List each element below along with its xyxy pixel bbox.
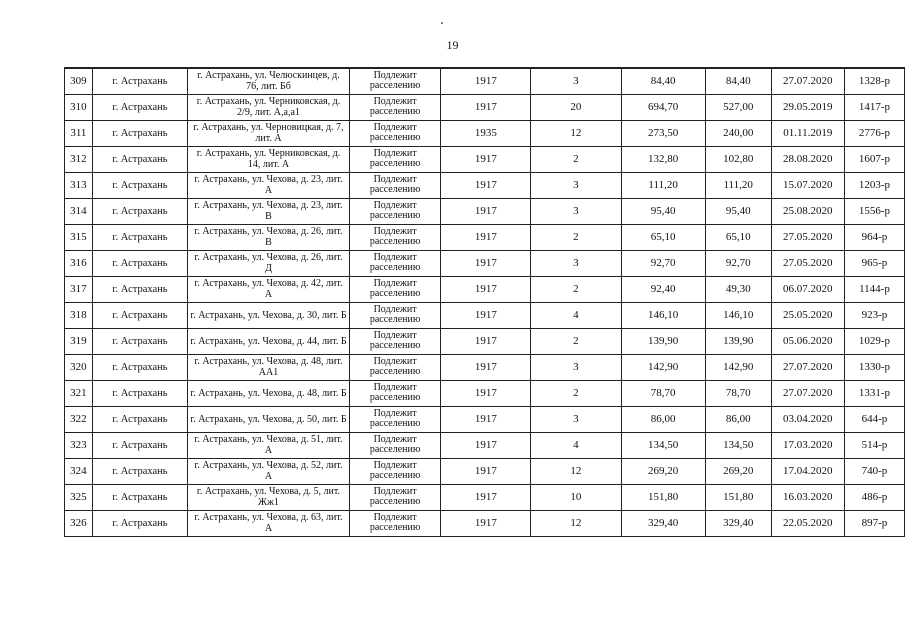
table-row <box>65 432 905 458</box>
year-cell: 1917 <box>441 198 531 224</box>
city-cell: г. Астрахань <box>92 120 187 146</box>
residents-cell: 3 <box>531 68 621 94</box>
table-row <box>65 172 905 198</box>
year-cell: 1917 <box>441 224 531 250</box>
total-area-cell: 84,40 <box>621 68 705 94</box>
table-row <box>65 354 905 380</box>
address-cell: г. Астрахань, ул. Чехова, д. 52, лит. А <box>188 458 350 484</box>
status-cell: Подлежит расселению <box>349 406 441 432</box>
year-cell: 1917 <box>441 510 531 536</box>
city-cell: г. Астрахань <box>92 510 187 536</box>
date-cell: 17.03.2020 <box>771 432 844 458</box>
row-number-cell: 320 <box>65 354 93 380</box>
total-area-cell: 111,20 <box>621 172 705 198</box>
address-cell: г. Астрахань, ул. Чехова, д. 50, лит. Б <box>188 406 350 432</box>
living-area-cell: 86,00 <box>705 406 771 432</box>
living-area-cell: 329,40 <box>705 510 771 536</box>
document-number-cell: 1330-р <box>844 354 904 380</box>
living-area-cell: 151,80 <box>705 484 771 510</box>
row-number-cell: 319 <box>65 328 93 354</box>
total-area-cell: 92,70 <box>621 250 705 276</box>
living-area-cell: 95,40 <box>705 198 771 224</box>
residents-cell: 2 <box>531 380 621 406</box>
total-area-cell: 694,70 <box>621 94 705 120</box>
status-cell: Подлежит расселению <box>349 354 441 380</box>
row-number-cell: 309 <box>65 68 93 94</box>
table-row <box>65 68 905 94</box>
date-cell: 16.03.2020 <box>771 484 844 510</box>
document-number-cell: 1203-р <box>844 172 904 198</box>
total-area-cell: 132,80 <box>621 146 705 172</box>
address-cell: г. Астрахань, ул. Чехова, д. 42, лит. А <box>188 276 350 302</box>
document-number-cell: 1144-р <box>844 276 904 302</box>
table-row <box>65 120 905 146</box>
city-cell: г. Астрахань <box>92 198 187 224</box>
residents-cell: 4 <box>531 302 621 328</box>
year-cell: 1935 <box>441 120 531 146</box>
status-cell: Подлежит расселению <box>349 484 441 510</box>
address-cell: г. Астрахань, ул. Черновицкая, д. 7, лит. А <box>188 120 350 146</box>
status-cell: Подлежит расселению <box>349 120 441 146</box>
city-cell: г. Астрахань <box>92 302 187 328</box>
status-cell: Подлежит расселению <box>349 68 441 94</box>
row-number-cell: 324 <box>65 458 93 484</box>
city-cell: г. Астрахань <box>92 458 187 484</box>
total-area-cell: 92,40 <box>621 276 705 302</box>
document-number-cell: 897-р <box>844 510 904 536</box>
row-number-cell: 316 <box>65 250 93 276</box>
row-number-cell: 325 <box>65 484 93 510</box>
status-cell: Подлежит расселению <box>349 458 441 484</box>
date-cell: 25.08.2020 <box>771 198 844 224</box>
total-area-cell: 65,10 <box>621 224 705 250</box>
date-cell: 28.08.2020 <box>771 146 844 172</box>
city-cell: г. Астрахань <box>92 94 187 120</box>
document-number-cell: 1607-р <box>844 146 904 172</box>
living-area-cell: 527,00 <box>705 94 771 120</box>
living-area-cell: 49,30 <box>705 276 771 302</box>
residents-cell: 3 <box>531 198 621 224</box>
table-row <box>65 250 905 276</box>
document-number-cell: 1328-р <box>844 68 904 94</box>
year-cell: 1917 <box>441 458 531 484</box>
address-cell: г. Астрахань, ул. Чехова, д. 48, лит. АА1 <box>188 354 350 380</box>
row-number-cell: 310 <box>65 94 93 120</box>
residents-cell: 3 <box>531 406 621 432</box>
living-area-cell: 146,10 <box>705 302 771 328</box>
year-cell: 1917 <box>441 380 531 406</box>
total-area-cell: 146,10 <box>621 302 705 328</box>
year-cell: 1917 <box>441 484 531 510</box>
document-number-cell: 1029-р <box>844 328 904 354</box>
status-cell: Подлежит расселению <box>349 432 441 458</box>
year-cell: 1917 <box>441 250 531 276</box>
row-number-cell: 315 <box>65 224 93 250</box>
scan-speck <box>441 22 443 24</box>
status-cell: Подлежит расселению <box>349 380 441 406</box>
status-cell: Подлежит расселению <box>349 328 441 354</box>
total-area-cell: 86,00 <box>621 406 705 432</box>
total-area-cell: 273,50 <box>621 120 705 146</box>
living-area-cell: 142,90 <box>705 354 771 380</box>
year-cell: 1917 <box>441 146 531 172</box>
city-cell: г. Астрахань <box>92 380 187 406</box>
address-cell: г. Астрахань, ул. Чехова, д. 23, лит. А <box>188 172 350 198</box>
row-number-cell: 313 <box>65 172 93 198</box>
row-number-cell: 322 <box>65 406 93 432</box>
address-cell: г. Астрахань, ул. Чехова, д. 5, лит. Жж1 <box>188 484 350 510</box>
city-cell: г. Астрахань <box>92 250 187 276</box>
living-area-cell: 84,40 <box>705 68 771 94</box>
status-cell: Подлежит расселению <box>349 224 441 250</box>
table-row <box>65 224 905 250</box>
date-cell: 15.07.2020 <box>771 172 844 198</box>
year-cell: 1917 <box>441 354 531 380</box>
address-cell: г. Астрахань, ул. Чехова, д. 48, лит. Б <box>188 380 350 406</box>
table-row <box>65 328 905 354</box>
row-number-cell: 312 <box>65 146 93 172</box>
residents-cell: 2 <box>531 224 621 250</box>
city-cell: г. Астрахань <box>92 484 187 510</box>
date-cell: 22.05.2020 <box>771 510 844 536</box>
year-cell: 1917 <box>441 172 531 198</box>
status-cell: Подлежит расселению <box>349 302 441 328</box>
city-cell: г. Астрахань <box>92 406 187 432</box>
date-cell: 27.07.2020 <box>771 354 844 380</box>
living-area-cell: 111,20 <box>705 172 771 198</box>
date-cell: 27.05.2020 <box>771 250 844 276</box>
total-area-cell: 142,90 <box>621 354 705 380</box>
residents-cell: 2 <box>531 328 621 354</box>
date-cell: 27.07.2020 <box>771 68 844 94</box>
total-area-cell: 95,40 <box>621 198 705 224</box>
living-area-cell: 269,20 <box>705 458 771 484</box>
status-cell: Подлежит расселению <box>349 94 441 120</box>
living-area-cell: 240,00 <box>705 120 771 146</box>
address-cell: г. Астрахань, ул. Чехова, д. 26, лит. Д <box>188 250 350 276</box>
city-cell: г. Астрахань <box>92 172 187 198</box>
document-number-cell: 965-р <box>844 250 904 276</box>
document-number-cell: 514-р <box>844 432 904 458</box>
address-cell: г. Астрахань, ул. Черниковская, д. 14, лит. А <box>188 146 350 172</box>
residents-cell: 3 <box>531 250 621 276</box>
table-row <box>65 94 905 120</box>
city-cell: г. Астрахань <box>92 328 187 354</box>
date-cell: 05.06.2020 <box>771 328 844 354</box>
address-cell: г. Астрахань, ул. Черниковская, д. 2/9, лит. А,а,а1 <box>188 94 350 120</box>
document-number-cell: 740-р <box>844 458 904 484</box>
date-cell: 17.04.2020 <box>771 458 844 484</box>
city-cell: г. Астрахань <box>92 432 187 458</box>
status-cell: Подлежит расселению <box>349 510 441 536</box>
year-cell: 1917 <box>441 302 531 328</box>
total-area-cell: 329,40 <box>621 510 705 536</box>
table-row <box>65 510 905 536</box>
status-cell: Подлежит расселению <box>349 146 441 172</box>
row-number-cell: 317 <box>65 276 93 302</box>
address-cell: г. Астрахань, ул. Чехова, д. 30, лит. Б <box>188 302 350 328</box>
document-number-cell: 923-р <box>844 302 904 328</box>
year-cell: 1917 <box>441 406 531 432</box>
date-cell: 27.05.2020 <box>771 224 844 250</box>
year-cell: 1917 <box>441 276 531 302</box>
table-row <box>65 406 905 432</box>
address-cell: г. Астрахань, ул. Чехова, д. 51, лит. А <box>188 432 350 458</box>
residents-cell: 12 <box>531 510 621 536</box>
row-number-cell: 311 <box>65 120 93 146</box>
address-cell: г. Астрахань, ул. Чехова, д. 44, лит. Б <box>188 328 350 354</box>
status-cell: Подлежит расселению <box>349 198 441 224</box>
year-cell: 1917 <box>441 68 531 94</box>
page-number: 19 <box>446 38 459 52</box>
date-cell: 29.05.2019 <box>771 94 844 120</box>
total-area-cell: 78,70 <box>621 380 705 406</box>
residents-cell: 10 <box>531 484 621 510</box>
address-cell: г. Астрахань, ул. Челюскинцев, д. 76, лит. Бб <box>188 68 350 94</box>
document-number-cell: 964-р <box>844 224 904 250</box>
year-cell: 1917 <box>441 94 531 120</box>
row-number-cell: 326 <box>65 510 93 536</box>
living-area-cell: 102,80 <box>705 146 771 172</box>
city-cell: г. Астрахань <box>92 224 187 250</box>
city-cell: г. Астрахань <box>92 276 187 302</box>
status-cell: Подлежит расселению <box>349 250 441 276</box>
housing-registry-table <box>64 67 905 537</box>
date-cell: 06.07.2020 <box>771 276 844 302</box>
document-number-cell: 644-р <box>844 406 904 432</box>
residents-cell: 3 <box>531 354 621 380</box>
residents-cell: 12 <box>531 120 621 146</box>
status-cell: Подлежит расселению <box>349 276 441 302</box>
document-number-cell: 2776-р <box>844 120 904 146</box>
table-row <box>65 484 905 510</box>
document-number-cell: 1331-р <box>844 380 904 406</box>
row-number-cell: 314 <box>65 198 93 224</box>
city-cell: г. Астрахань <box>92 146 187 172</box>
residents-cell: 20 <box>531 94 621 120</box>
address-cell: г. Астрахань, ул. Чехова, д. 23, лит. В <box>188 198 350 224</box>
table-row <box>65 302 905 328</box>
total-area-cell: 269,20 <box>621 458 705 484</box>
address-cell: г. Астрахань, ул. Чехова, д. 63, лит. А <box>188 510 350 536</box>
address-cell: г. Астрахань, ул. Чехова, д. 26, лит. В <box>188 224 350 250</box>
table-row <box>65 458 905 484</box>
residents-cell: 3 <box>531 172 621 198</box>
status-cell: Подлежит расселению <box>349 172 441 198</box>
total-area-cell: 139,90 <box>621 328 705 354</box>
year-cell: 1917 <box>441 328 531 354</box>
year-cell: 1917 <box>441 432 531 458</box>
residents-cell: 12 <box>531 458 621 484</box>
date-cell: 27.07.2020 <box>771 380 844 406</box>
table-row <box>65 380 905 406</box>
living-area-cell: 92,70 <box>705 250 771 276</box>
residents-cell: 4 <box>531 432 621 458</box>
table-body <box>65 68 905 536</box>
residents-cell: 2 <box>531 146 621 172</box>
document-number-cell: 1417-р <box>844 94 904 120</box>
row-number-cell: 323 <box>65 432 93 458</box>
document-number-cell: 1556-р <box>844 198 904 224</box>
city-cell: г. Астрахань <box>92 68 187 94</box>
table-row <box>65 146 905 172</box>
table-row <box>65 276 905 302</box>
date-cell: 03.04.2020 <box>771 406 844 432</box>
total-area-cell: 134,50 <box>621 432 705 458</box>
row-number-cell: 321 <box>65 380 93 406</box>
living-area-cell: 78,70 <box>705 380 771 406</box>
city-cell: г. Астрахань <box>92 354 187 380</box>
total-area-cell: 151,80 <box>621 484 705 510</box>
table-row <box>65 198 905 224</box>
residents-cell: 2 <box>531 276 621 302</box>
living-area-cell: 65,10 <box>705 224 771 250</box>
date-cell: 25.05.2020 <box>771 302 844 328</box>
living-area-cell: 134,50 <box>705 432 771 458</box>
date-cell: 01.11.2019 <box>771 120 844 146</box>
row-number-cell: 318 <box>65 302 93 328</box>
living-area-cell: 139,90 <box>705 328 771 354</box>
document-number-cell: 486-р <box>844 484 904 510</box>
